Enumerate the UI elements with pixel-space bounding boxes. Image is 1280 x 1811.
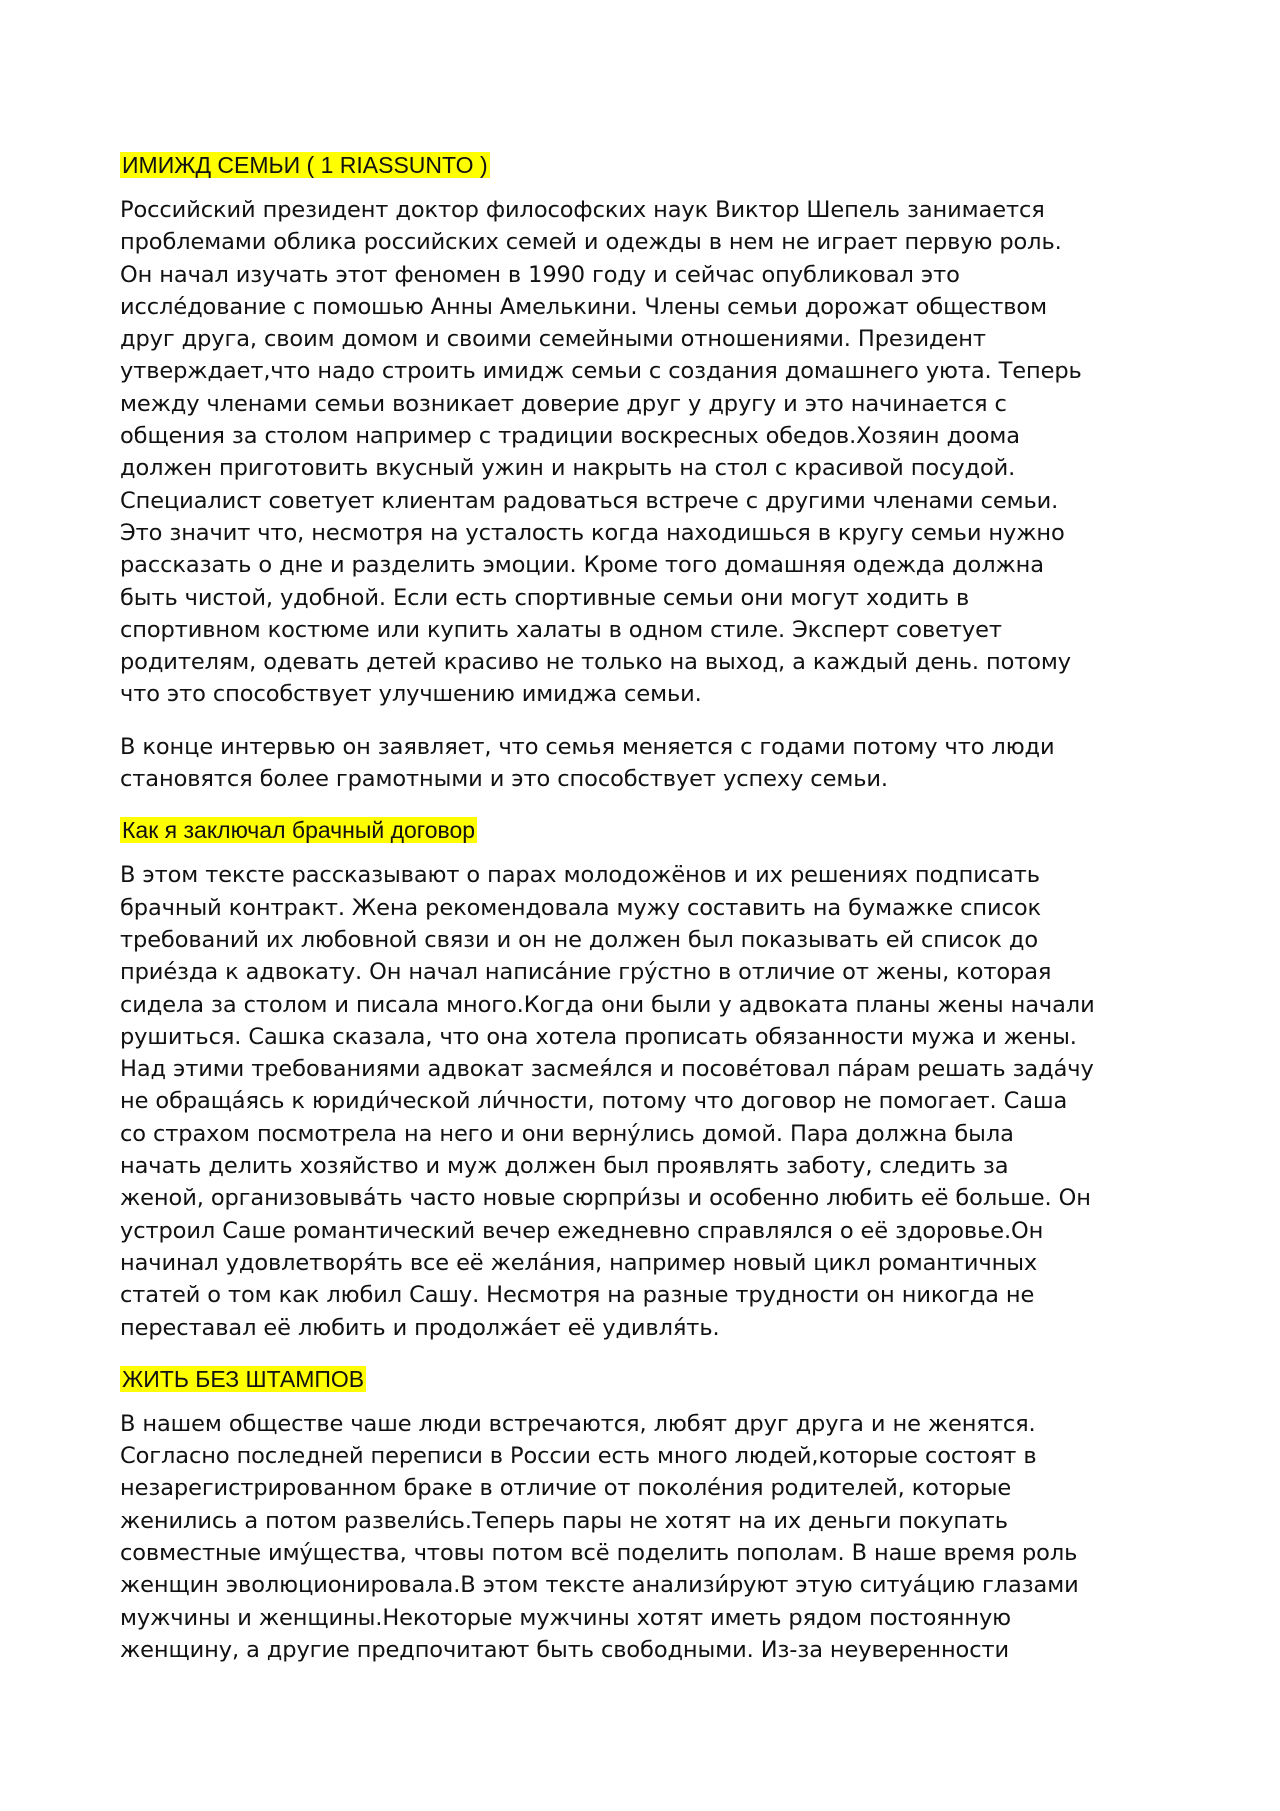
paragraph: В нашем обществе чаше люди встречаются, любят друг друга и не женятся. Согласно последней переписи в России есть много людей,которые состоят в незарегистрированном браке в отличие от поколе́ния родителей, которые женились а потом развели́сь.Теперь пары не хотят на их деньги покупать совместные иму́щества, чтовы потом всё поделить пополам. В наше время роль женщин эволюционировала.В этом тексте анализи́руют этую ситуа́цию глазами мужчины и женщины.Некоторые мужчины хотят иметь рядом постоянную женщину, а другие предпочитают быть свободными. Из-за неуверенности xyxy=(120,1410,1079,1663)
section-living-without-stamps xyxy=(120,1364,1165,1666)
section-heading xyxy=(120,815,1165,845)
paragraph: В конце интервью он заявляет, что семья меняется с годами потому что люди становятся более грамотными и это способствует успеху семьи. xyxy=(120,733,1055,793)
paragraph: Российский президент доктор философских наук Виктор Шепель занимается проблемами облика российских семей и одежды в нем не играет первую роль. Он начал изучать этот феномен в 1990 году и сейчас опубликовал это иссле́дование с помошью Анны Амелькини. Члены семьи дорожат обществом друг друга, своим домом и своими семейными отношениями. Президент утверждает,что надо строить имидж семьи с создания домашнего уюта. Теперь между членами семьи возникает доверие друг у другу и это начинается с общения за столом например с традиции воскресных обедов.Хозяин доома должен приготовить вкусный ужин и накрыть на стол с красивой посудой. Специалист советует клиентам радоваться встрече с другими членами семьи. Это значит что, несмотря на усталость когда находишься в кругу семьи нужно рассказать о дне и разделить эмоции. Кроме того домашняя одежда должна быть чистой, удобной. Если есть спортивные семьи они могут ходить в спортивном костюме или купить халаты в одном стиле. Эксперт советует родителям, одевать детей красиво не только на выход, а каждый день. потому что это способствует улучшению имиджа семьи. xyxy=(120,197,1082,708)
highlighted-heading-text: ИМИЖД СЕМЬИ ( 1 RIASSUNTO ) xyxy=(122,152,488,178)
document-page xyxy=(120,150,1165,1686)
section-heading xyxy=(120,150,1165,180)
section-heading xyxy=(120,1364,1165,1394)
section-image-of-family xyxy=(120,150,1165,795)
highlighted-heading-text: Как я заключал брачный договор xyxy=(122,817,476,844)
highlighted-heading-text: ЖИТЬ БЕЗ ШТАМПОВ xyxy=(122,1365,365,1392)
section-marriage-contract xyxy=(120,815,1165,1343)
paragraph: В этом тексте рассказывают о парах молодожёнов и их решениях подписать брачный контракт. Жена рекомендовала мужу составить на бумажке список требований их любовной связи и он не должен был показывать ей список до прие́зда к адвокату. Он начал написа́ние гру́стно в отличие от жены, которая сидела за столом и писала много.Когда они были у адвоката планы жены начали рушиться. Сашка сказала, что она хотела прописать обязанности мужа и жены. Над этими требованиями адвокат засмея́лся и посове́товал па́рам решать зада́чу не обраща́ясь к юриди́ческой ли́чности, потому что договор не помогает. Саша со страхом посмотрела на него и они верну́лись домой. Пара должна была начать делить хозяйство и муж должен был проявлять заботу, следить за женой, организовыва́ть часто новые сюрпри́зы и особенно любить её больше. Он устроил Саше романтический вечер ежедневно справлялся о её здоровье.Он начинал удовлетворя́ть все её жела́ния, например новый цикл романтичных статей о том как любил Сашу. Несмотря на разные трудности он никогда не переставал её любить и продолжа́ет её удивля́ть. xyxy=(120,862,1095,1341)
